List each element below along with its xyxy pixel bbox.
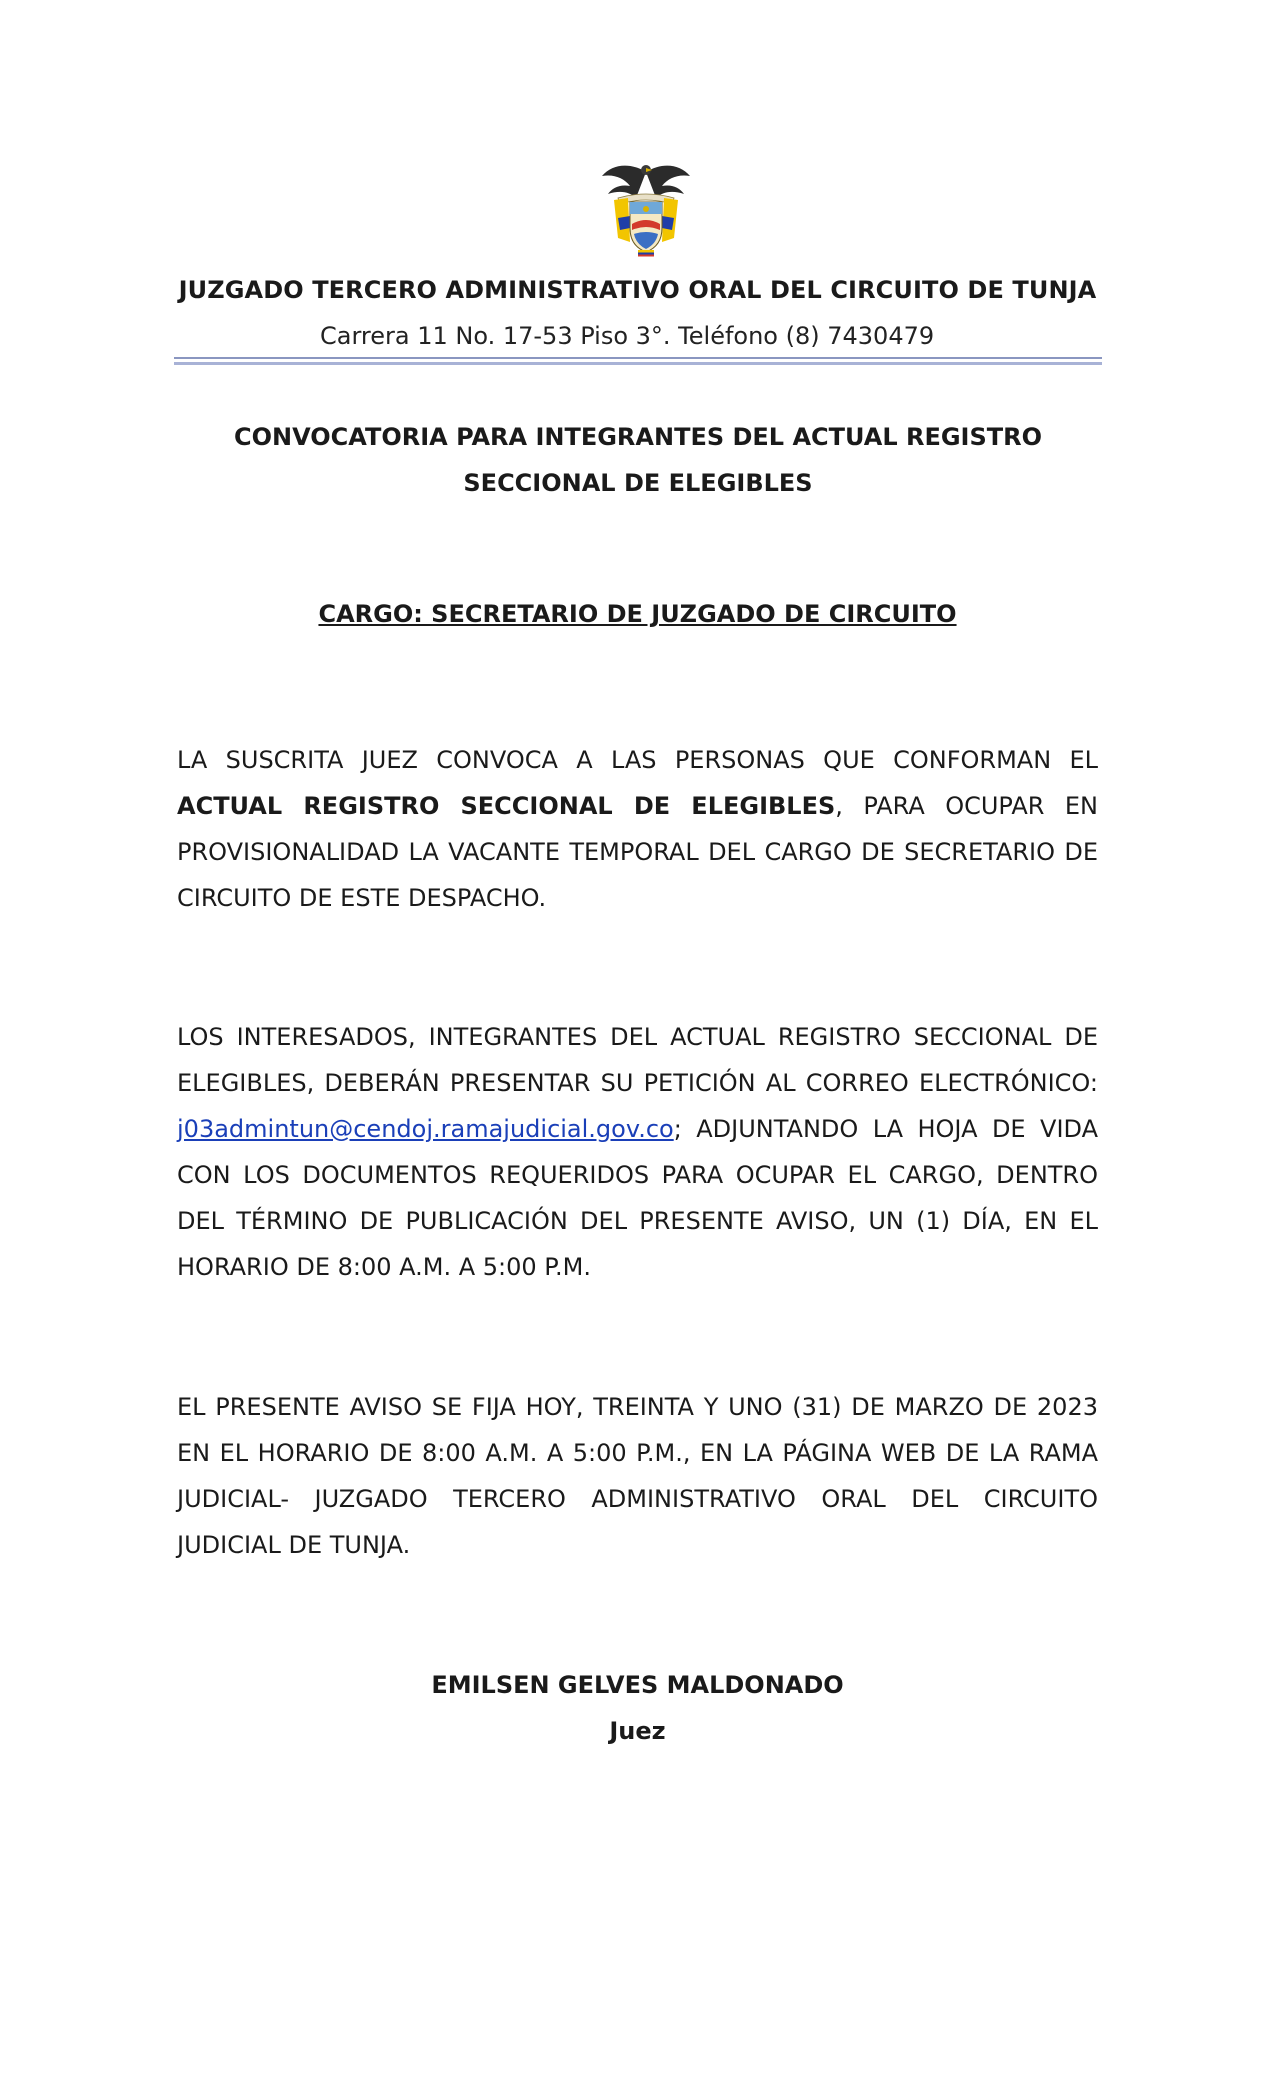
court-name: JUZGADO TERCERO ADMINISTRATIVO ORAL DEL CIRCUITO DE TUNJA bbox=[178, 276, 1097, 304]
paragraph-instructions-rest: ; ADJUNTANDO LA HOJA DE VIDA CON LOS DOCUMENTOS REQUERIDOS PARA OCUPAR EL CARGO, DENTRO DEL TÉRMINO DE PUBLICACIÓN DEL PRESENTE AVISO, UN (1) DÍA, EN EL HORARIO DE 8:00 A.M. A 5:00 P.M. bbox=[177, 1115, 1098, 1281]
paragraph-posting-notice: EL PRESENTE AVISO SE FIJA HOY, TREINTA Y UNO (31) DE MARZO DE 2023 EN EL HORARIO DE 8:00 A.M. A 5:00 P.M., EN LA PÁGINA WEB DE LA RAMA JUDICIAL- JUZGADO TERCERO ADMINISTRATIVO ORAL DEL CIRCUITO JUDICIAL DE TUNJA. bbox=[177, 1393, 1098, 1559]
registry-name: ACTUAL REGISTRO SECCIONAL DE ELEGIBLES bbox=[177, 792, 836, 820]
email-link[interactable]: j03admintun@cendoj.ramajudicial.gov.co bbox=[177, 1115, 674, 1143]
signature-block bbox=[0, 1662, 1275, 1754]
signer-name: EMILSEN GELVES MALDONADO bbox=[431, 1671, 844, 1699]
paragraph-convocation-intro: LA SUSCRITA JUEZ CONVOCA A LAS PERSONAS QUE CONFORMAN EL bbox=[177, 746, 1098, 774]
header-divider bbox=[174, 357, 1102, 366]
paragraph-instructions bbox=[177, 1014, 1098, 1290]
coat-of-arms-icon bbox=[600, 158, 692, 258]
paragraph-convocation bbox=[177, 737, 1098, 921]
paragraph-convocation-rest: , PARA OCUPAR EN PROVISIONALIDAD LA VACANTE TEMPORAL DEL CARGO DE SECRETARIO DE CIRCUITO DE ESTE DESPACHO. bbox=[177, 792, 1099, 912]
signer-role: Juez bbox=[609, 1717, 666, 1745]
position-subtitle: CARGO: SECRETARIO DE JUZGADO DE CIRCUITO bbox=[318, 600, 957, 628]
court-address: Carrera 11 No. 17-53 Piso 3°. Teléfono (8) 7430479 bbox=[320, 322, 935, 350]
document-title: CONVOCATORIA PARA INTEGRANTES DEL ACTUAL REGISTRO SECCIONAL DE ELEGIBLES bbox=[233, 423, 1043, 497]
paragraph-instructions-intro: LOS INTERESADOS, INTEGRANTES DEL ACTUAL REGISTRO SECCIONAL DE ELEGIBLES, DEBERÁN PRESENTAR SU PETICIÓN AL CORREO ELECTRÓNICO: bbox=[177, 1023, 1098, 1097]
